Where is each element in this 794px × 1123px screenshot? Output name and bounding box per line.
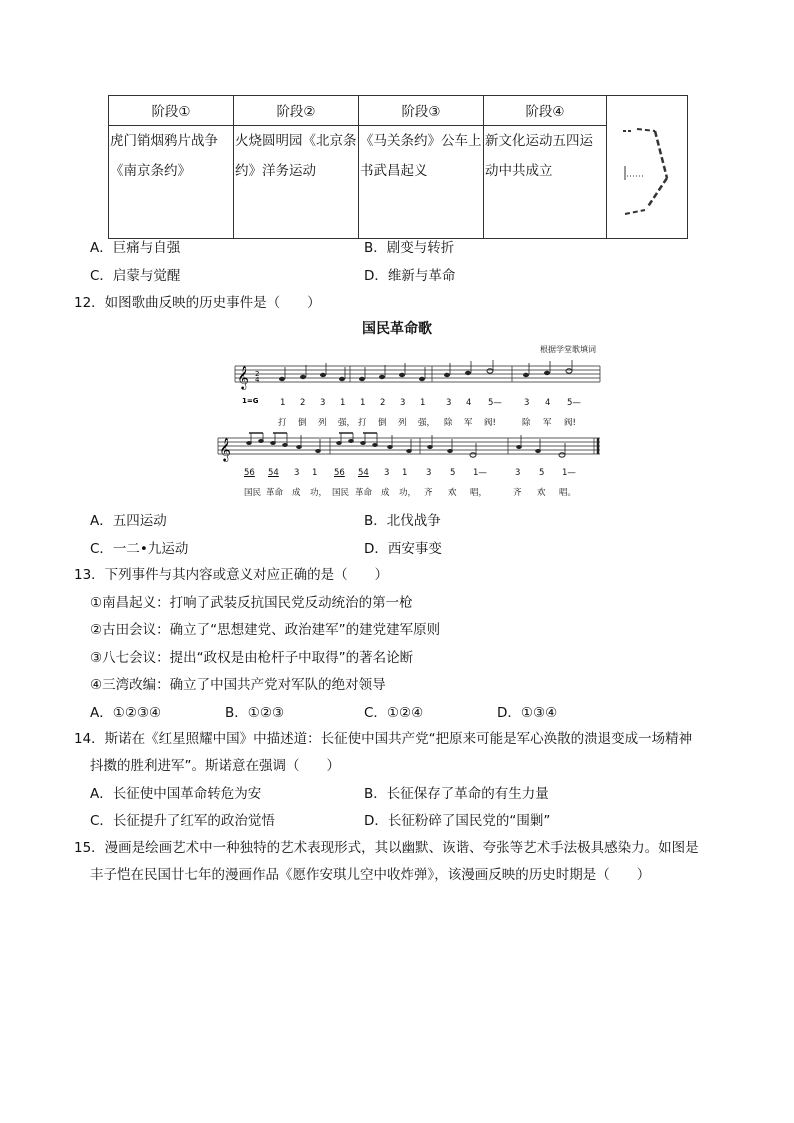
option-a: A．①②③④ xyxy=(90,705,162,721)
table-cell: 火烧圆明园《北京条 约》洋务运动 xyxy=(234,125,359,238)
statement-item: ③八七会议：提出“政权是由枪杆子中取得”的著名论断 xyxy=(90,650,414,666)
option-b: B．剧变与转折 xyxy=(364,240,455,256)
option-a: A．长征使中国革命转危为安 xyxy=(90,786,262,802)
trend-arrow-cell xyxy=(607,96,688,239)
table-header: 阶段④ xyxy=(484,96,607,126)
svg-text:𝄞: 𝄞 xyxy=(237,365,249,389)
statement-item: ④三湾改编：确立了中国共产党对军队的绝对领导 xyxy=(90,677,386,693)
option-b: B．①②③ xyxy=(225,705,285,721)
table-header: 阶段② xyxy=(234,96,359,126)
option-a: A．巨痛与自强 xyxy=(90,240,181,256)
question-stem: 13．下列事件与其内容或意义对应正确的是（ ） xyxy=(74,567,389,583)
statement-item: ②古田会议：确立了“思想建党、政治建军”的建党建军原则 xyxy=(90,622,441,638)
option-c: C．①②④ xyxy=(364,705,424,721)
option-d: D．维新与革命 xyxy=(364,268,456,284)
trend-arrow-icon xyxy=(607,96,687,234)
question-stem: 15．漫画是绘画艺术中一种独特的艺术表现形式，其以幽默、诙谐、夸张等艺术手法极具感染力。如图是 xyxy=(74,840,699,856)
option-d: D．西安事变 xyxy=(364,541,442,557)
statement-item: ①南昌起义：打响了武装反抗国民党反动统治的第一枪 xyxy=(90,595,413,611)
table-header: 阶段③ xyxy=(359,96,484,126)
svg-text:2: 2 xyxy=(255,370,260,378)
option-b: B．北伐战争 xyxy=(364,513,441,529)
svg-text:𝄞: 𝄞 xyxy=(219,437,231,461)
question-stem-cont: 抖擞的胜利进军”。斯诺意在强调（ ） xyxy=(90,758,340,774)
key-signature: 1=G xyxy=(242,397,259,405)
question-stem-cont: 丰子恺在民国廿七年的漫画作品《愿作安琪儿空中收炸弹》，该漫画反映的历史时期是（ ） xyxy=(90,867,651,883)
option-c: C．启蒙与觉醒 xyxy=(90,268,181,284)
table-header: 阶段① xyxy=(109,96,234,126)
option-b: B．长征保存了革命的有生力量 xyxy=(364,786,549,802)
svg-text:4: 4 xyxy=(255,376,260,384)
music-score xyxy=(210,360,610,505)
question-stem: 14．斯诺在《红星照耀中国》中描述道：长征使中国共产党“把原来可能是军心涣散的溃退变成一场精神 xyxy=(74,731,693,747)
question-stem: 12．如图歌曲反映的历史事件是（ ） xyxy=(74,295,321,311)
option-c: C．一二•九运动 xyxy=(90,541,189,557)
table-cell: 虎门销烟鸦片战争 《南京条约》 xyxy=(109,125,234,238)
option-c: C．长征提升了红军的政治觉悟 xyxy=(90,813,275,829)
stage-table xyxy=(108,95,688,239)
option-d: D．①③④ xyxy=(497,705,558,721)
option-a: A．五四运动 xyxy=(90,513,167,529)
song-title: 国民革命歌 xyxy=(362,321,432,337)
table-cell: 新文化运动五四运 动中共成立 xyxy=(484,125,607,238)
option-d: D．长征粉碎了国民党的“围剿” xyxy=(364,813,551,829)
table-cell: 《马关条约》公车上 书武昌起义 xyxy=(359,125,484,238)
song-note: 根据学堂歌填词 xyxy=(540,345,596,354)
